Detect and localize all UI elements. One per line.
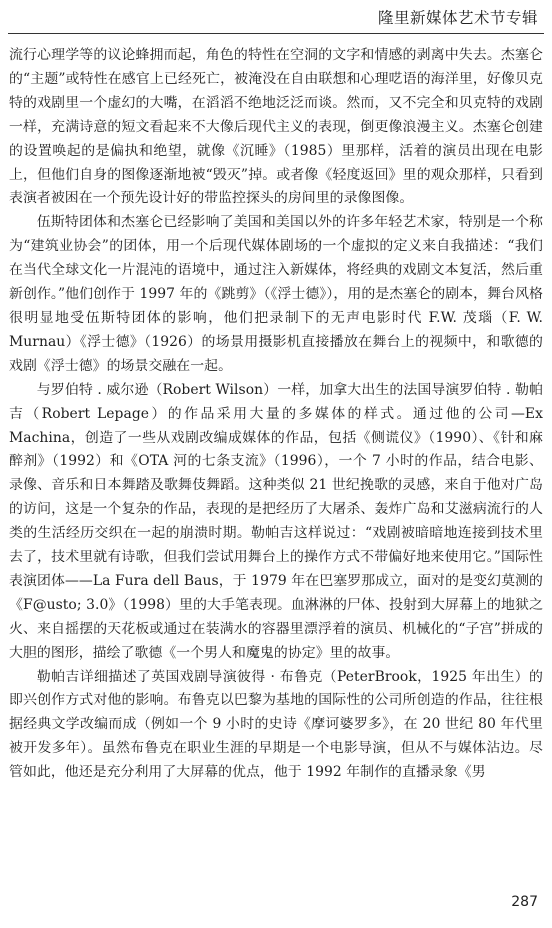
paragraph-1: 流行心理学等的议论蜂拥而起，角色的特性在空洞的文字和情感的剥离中失去。杰塞仑的“主题”或特性在感官上已经死亡，被淹没在自由联想和心理呓语的海洋里，好像贝克特的戏剧里一个虚幻的大嘴，在滔滔不绝地泛泛而谈。然而，又不完全和贝克特的戏剧一样，充满诗意的短文看起来不大像后现代主义的表现，倒更像浪漫主义。杰塞仑创建的设置唤起的是偏执和绝望，就像《沉睡》（1985）里那样，活着的演员出现在电影上，但他们自身的图像逐渐地被“毁灭”掉。或者像《轻度返回》里的观众那样，只看到表演者被困在一个预先设计好的带监控探头的房间里的录像图像。 (9, 47, 543, 207)
paragraph-3: 与罗伯特 . 威尔逊（Robert Wilson）一样，加拿大出生的法国导演罗伯特 . 勒帕吉（Robert Lepage）的作品采用大量的多媒体的样式。通过他的公司—Ex Machina，创造了一些从戏剧改编成媒体的作品，包括《侧谎仪》（1990）、《针和麻醉剂》（1992）和《OTA 河的七条支流》（1996），一个 7 小时的作品，结合电影、录像、音乐和日本舞踏及歌舞伎舞蹈。这种类似 21 世纪挽歌的灵感，来自于他对广岛的访问，这是一个复杂的作品，表现的是把经历了大屠杀、轰炸广岛和艾滋病流行的人类的生活经历交织在一起的崩溃时期。勒帕吉这样说过：“戏剧被暗暗地连接到技术里去了，技术里就有诗歌，但我们尝试用舞台上的操作方式不带偏好地来使用它。”国际性表演团体——La Fura dell Baus，于 1979 年在巴塞罗那成立，面对的是变幻莫测的《F@usto; 3.0》（1998）里的大手笔表现。血淋淋的尸体、投射到大屏幕上的地狱之火、来自摇摆的天花板或通过在装满水的容器里漂浮着的演员、机械化的“子宫”拼成的大胆的图形，描绘了歌德《一个男人和魔鬼的协定》里的故事。 (9, 381, 543, 661)
paragraph-4: 勒帕吉详细描述了英国戏剧导演彼得 · 布鲁克（PeterBrook，1925 年出生）的即兴创作方式对他的影响。布鲁克以巴黎为基地的国际性的公司所创造的作品，往往根据经典文学改编而成（例如一个 9 小时的史诗《摩诃婆罗多》，在 20 世纪 80 年代里被开发多年）。虽然布鲁克在职业生涯的早期是一个电影导演，但从不与媒体沾边。尽管如此，他还是充分利用了大屏幕的优点，他于 1992 年制作的直播录象《男 (9, 668, 543, 781)
body-text (9, 44, 543, 785)
header-rule (8, 33, 544, 34)
header-title: 隆里新媒体艺术节专辑 (377, 9, 538, 27)
paragraph-2: 伍斯特团体和杰塞仑已经影响了美国和美国以外的许多年轻艺术家，特别是一个称为“建筑业协会”的团体，用一个后现代媒体剧场的一个虚拟的定义来自我描述：“我们在当代全球文化一片混沌的语境中，通过注入新媒体，将经典的戏剧文本复活，然后重新创作。”他们创作于 1997 年的《跳剪》（《浮士德》），用的是杰塞仑的剧本，舞台风格很明显地受伍斯特团体的影响，他们把录制下的无声电影时代 F.W. 茂瑙（F. W. Murnau）《浮士德》（1926）的场景用摄影机直接播放在舞台上的视频中，和歌德的戏剧《浮士德》的场景交融在一起。 (9, 214, 543, 374)
running-header (0, 0, 552, 35)
page-number: 287 (511, 894, 538, 910)
